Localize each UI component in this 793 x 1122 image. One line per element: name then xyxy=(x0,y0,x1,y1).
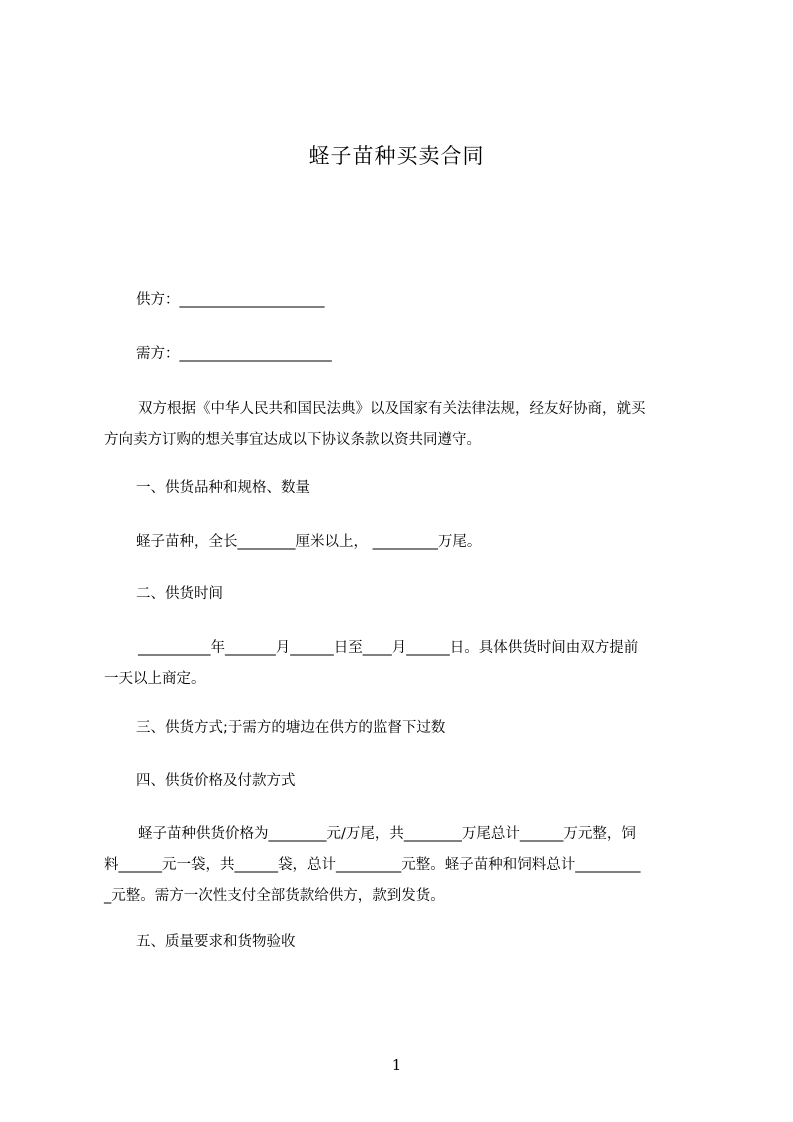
section-2-line-1: __________年_______月______日至____月______日。具体供货时间由双方提前 xyxy=(138,640,639,656)
intro-paragraph xyxy=(104,395,702,454)
section-2-heading: 二、供货时间 xyxy=(136,586,223,602)
page-number: 1 xyxy=(391,1056,402,1074)
section-5-heading: 五、质量要求和货物验收 xyxy=(136,934,296,950)
section-4-line-3: _元整。需方一次性支付全部货款给供方，款到发货。 xyxy=(104,888,445,904)
section-4-heading: 四、供货价格及付款方式 xyxy=(136,773,296,789)
document-title: 蛏子苗种买卖合同 xyxy=(308,144,485,168)
supplier-line: 供方：____________________ xyxy=(136,292,325,308)
section-1-heading: 一、供货品种和规格、数量 xyxy=(136,480,310,496)
section-4-paragraph xyxy=(104,820,702,910)
buyer-line: 需方：_____________________ xyxy=(136,346,332,362)
section-2-paragraph xyxy=(104,634,702,693)
section-4-line-1: 蛏子苗种供货价格为________元/万尾，共________万尾总计______万元整，饲 xyxy=(138,826,636,842)
section-1-content: 蛏子苗种，全长________厘米以上， _________万尾。 xyxy=(136,534,482,550)
intro-line-2: 方向卖方订购的想关事宜达成以下协议条款以资共同遵守。 xyxy=(104,432,481,448)
section-4-line-2: 料______元一袋，共______袋，总计_________元整。蛏子苗种和饲料总计_________ xyxy=(104,857,641,873)
section-2-line-2: 一天以上商定。 xyxy=(104,671,206,687)
intro-line-1: 双方根据《中华人民共和国民法典》以及国家有关法律法规，经友好协商，就买 xyxy=(138,401,646,417)
section-3-heading: 三、供货方式;于需方的塘边在供方的监督下过数 xyxy=(136,720,446,736)
